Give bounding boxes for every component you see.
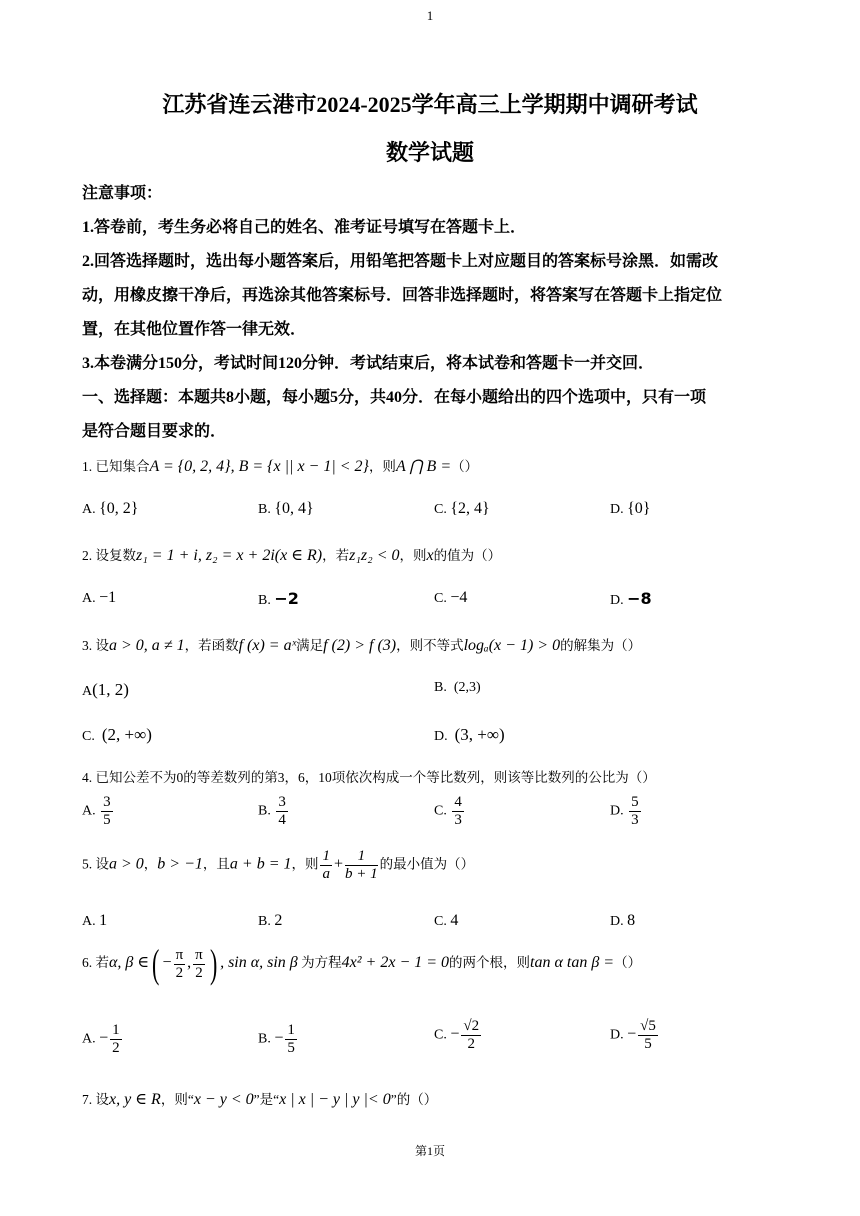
q5-option-a: A. 1 <box>82 912 108 929</box>
q6-option-d: D. − $\frac{√5}{5}$ <box>610 1018 656 1052</box>
q2-option-c: C. −4 <box>434 589 468 606</box>
q1-option-a: A. {0, 2} <box>82 500 139 517</box>
q2-option-b: B. −2 <box>258 589 299 608</box>
q5-option-b: B. 2 <box>258 912 283 929</box>
notice-item-2-line-1: 2.回答选择题时，选出每小题答案后，用铅笔把答题卡上对应题目的答案标号涂黑．如需改 <box>82 253 719 270</box>
q3-option-b: B. (2,3) <box>434 680 481 695</box>
notice-item-3: 3.本卷满分150分，考试时间120分钟．考试结束后，将本试卷和答题卡一并交回． <box>82 355 655 372</box>
question-7: 7. 设x, y ∈ R，则“x − y < 0”是“x | x | − y | y |< 0”的（） <box>82 1091 438 1108</box>
notice-item-2-line-2: 动，用橡皮擦干净后，再选涂其他答案标号．回答非选择题时，将答案写在答题卡上指定位 <box>82 287 723 304</box>
q6-option-c: C. − $\frac{√2}{2}$ <box>434 1018 480 1052</box>
q5-option-c: C. 4 <box>434 912 459 929</box>
q2-option-a: A. −1 <box>82 589 117 606</box>
q1-option-c: C. {2, 4} <box>434 500 490 517</box>
q3-option-d: D. (3, +∞) <box>434 725 505 744</box>
page-number-top: 1 <box>426 8 434 23</box>
notice-item-2-line-3: 置，在其他位置作答一律无效． <box>82 321 307 338</box>
q5-option-d: D. 8 <box>610 912 636 929</box>
q4-option-c: C. $\frac{4}{3}$ <box>434 794 462 828</box>
q6-option-b: B. − $\frac{1}{5}$ <box>258 1022 295 1056</box>
q1-option-d: D. {0} <box>610 500 651 517</box>
document-subtitle: 数学试题 <box>385 140 474 165</box>
q4-option-d: D. $\frac{5}{3}$ <box>610 794 639 828</box>
section-1-line-2: 是符合题目要求的． <box>82 423 227 440</box>
q6-option-a: A. − $\frac{1}{2}$ <box>82 1022 120 1056</box>
notice-heading: 注意事项： <box>82 185 163 202</box>
question-4: 4. 已知公差不为0的等差数列的第3，6，10项依次构成一个等比数列，则该等比数列的公比为（） <box>82 770 656 785</box>
question-3: 3. 设a > 0, a ≠ 1，若函数f (x) = aˣ满足f (2) > f (3)，则不等式logₐ(x − 1) > 0的解集为（） <box>82 637 642 654</box>
q2-option-d: D. −8 <box>610 589 652 608</box>
q1-option-b: B. {0, 4} <box>258 500 314 517</box>
q4-option-a: A. $\frac{3}{5}$ <box>82 794 111 828</box>
question-1: 1. 已知集合A = {0, 2, 4}, B = {x || x − 1| < 2}，则A ⋂ B =（） <box>82 458 479 475</box>
question-6: 6. 若α, β ∈( − $\frac{\pi}{2}$ , $\frac{\pi}{2}$ ) , sin α, sin β 为方程4x² + 2x − 1 = 0的两个根，则tan α tan β =（） <box>82 941 642 986</box>
q4-option-b: B. $\frac{3}{4}$ <box>258 794 286 828</box>
q3-option-a: A(1, 2) <box>82 680 129 699</box>
section-1-line-1: 一、选择题：本题共8小题，每小题5分，共40分．在每小题给出的四个选项中，只有一项 <box>82 389 707 406</box>
notice-item-1: 1.答卷前，考生务必将自己的姓名、准考证号填写在答题卡上． <box>82 219 527 236</box>
question-2: 2. 设复数z₁ = 1 + i, z₂ = x + 2i(x ∈ R)，若z₁z₂ < 0，则x的值为（） <box>82 547 502 564</box>
document-title: 江苏省连云港市2024-2025学年高三上学期期中调研考试 <box>162 92 698 117</box>
q3-option-c: C. (2, +∞) <box>82 725 152 744</box>
page-footer: 第1页 <box>414 1144 445 1158</box>
question-5: 5. 设a > 0，b > −1，且a + b = 1，则 $\frac{1}{a}$ + $\frac{1}{b + 1}$ 的最小值为（） <box>82 848 475 882</box>
